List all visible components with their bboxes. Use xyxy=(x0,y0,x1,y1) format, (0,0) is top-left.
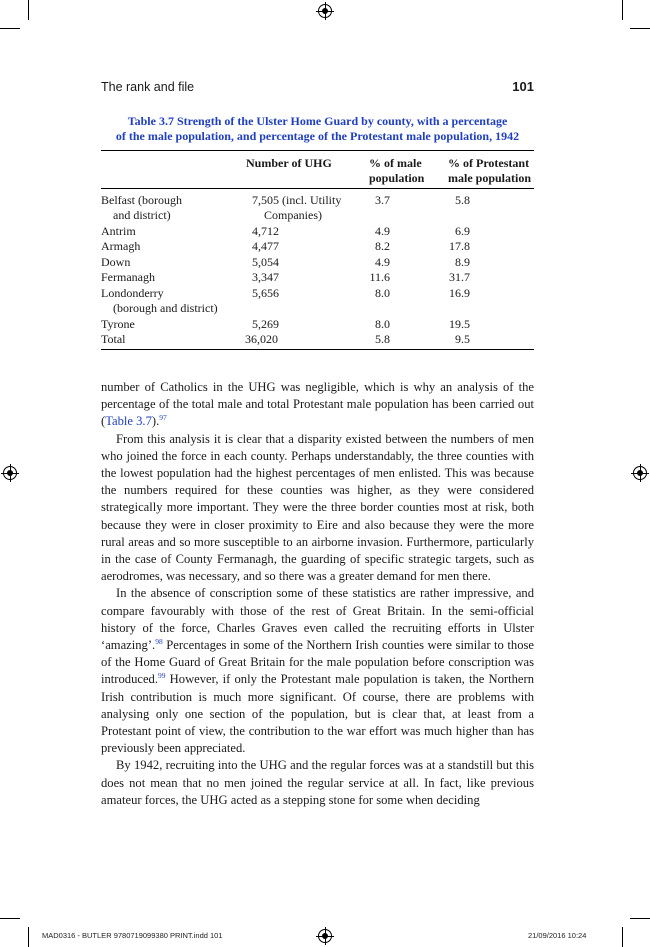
paragraph-1: number of Catholics in the UHG was negligible, which is why an analysis of the percentage of the total male and total Protestant male population has been carried out (Table 3.7).$^{97}$ xyxy=(101,380,534,429)
protestant-pct-cell: 19.5 xyxy=(449,317,470,331)
county-cell: Belfast (borough xyxy=(101,193,182,207)
uhg-cell: 4,477 xyxy=(252,239,279,253)
paragraph-4: By 1942, recruiting into the UHG and the regular forces was at a standstill but this does not mean that no men joined the regular service at all. In fact, like previous amateur forces, the UHG acted as a stepping stone for some when deciding xyxy=(101,758,534,807)
protestant-pct-cell: 5.8 xyxy=(455,193,470,207)
county-cell: Londonderry xyxy=(101,286,164,300)
male-pct-cell: 8.0 xyxy=(375,317,390,331)
county-cell: Fermanagh xyxy=(101,270,155,284)
header-protestant-line-1: % of Protestant xyxy=(448,156,530,170)
table-bottom-rule xyxy=(101,349,534,350)
header-male-line-2: population xyxy=(369,171,425,185)
male-pct-cell: 3.7 xyxy=(375,193,390,207)
registration-mark-bottom-icon xyxy=(318,929,332,943)
table-reference-link[interactable]: Table 3.7 xyxy=(105,414,152,429)
uhg-cell: 5,656 xyxy=(252,286,279,300)
header-male-line-1: % of male xyxy=(369,156,422,170)
table-header-rule xyxy=(101,188,534,189)
uhg-cell-cont: Companies) xyxy=(264,208,322,222)
male-pct-cell: 5.8 xyxy=(375,332,390,346)
paragraph-2: From this analysis it is clear that a disparity existed between the numbers of men who joined the force in each county. Perhaps understandably, the three counties with the lowest population had the highest percentages of men enlisted. This was because the numbers required for these counties was higher, as they were considered strategically more important. They were the three border counties most at risk, both because they were in closer proximity to Eire and also because they were the more rural areas and so more susceptible to an airborne invasion. Furthermore, particularly in the case of County Fermanagh, the guarding of specific strategic targets, such as aerodromes, was necessary, and so there was a greater demand for men there. xyxy=(101,431,534,584)
registration-mark-right-icon xyxy=(633,466,647,480)
county-cell-cont: (borough and district) xyxy=(113,301,218,315)
registration-mark-top-icon xyxy=(318,4,332,18)
protestant-pct-cell: 17.8 xyxy=(449,239,470,253)
paragraph-3: In the absence of conscription some of these statistics are rather impressive, and compare favourably with those of the rest of Great Britain. In the semi-official history of the force, Charles Graves even called the recruiting efforts in Ulster ‘amazing’.$^{98}$ Percentages in some of the Northern Irish counties were similar to those of the Home Guard of Great Britain for the male population before conscription was introduced.$^{99}$ However, if only the Protestant male population is taken, the Northern Irish contribution is much more significant. Of course, there are problems with analysing only one section of the population, but is clear that, at least from a Protestant point of view, the contribution to the war effort was much higher than has previously been appreciated. xyxy=(101,586,534,756)
crop-mark-bottom-right-h xyxy=(630,918,650,919)
protestant-pct-cell: 9.5 xyxy=(455,332,470,346)
male-pct-cell: 8.0 xyxy=(375,286,390,300)
header-number-uhg: Number of UHG xyxy=(246,156,332,170)
county-cell-cont: and district) xyxy=(113,208,171,222)
crop-mark-bottom-left xyxy=(28,927,29,947)
protestant-pct-cell: 6.9 xyxy=(455,224,470,238)
body-text xyxy=(101,379,534,809)
footnote-98-link[interactable]: 98 xyxy=(155,637,163,647)
footnote-99-link[interactable]: 99 xyxy=(158,671,166,681)
uhg-cell: 3,347 xyxy=(252,270,279,284)
protestant-pct-cell: 16.9 xyxy=(449,286,470,300)
print-slug-file: MAD0316 - BUTLER 9780719099380 PRINT.indd 101 xyxy=(42,931,223,940)
male-pct-cell: 11.6 xyxy=(369,270,390,284)
crop-mark-top-left xyxy=(28,0,29,20)
page-number: 101 xyxy=(512,79,534,94)
footnote-97-link[interactable]: 97 xyxy=(159,413,167,423)
running-head-title: The rank and file xyxy=(101,80,195,94)
protestant-pct-cell: 31.7 xyxy=(449,270,470,284)
uhg-cell: 7,505 (incl. Utility xyxy=(252,193,342,207)
male-pct-cell: 4.9 xyxy=(375,255,390,269)
male-pct-cell: 8.2 xyxy=(375,239,390,253)
uhg-cell: 36,020 xyxy=(245,332,278,346)
male-pct-cell: 4.9 xyxy=(375,224,390,238)
county-cell: Armagh xyxy=(101,239,141,253)
county-cell: Tyrone xyxy=(101,317,135,331)
county-cell: Down xyxy=(101,255,131,269)
uhg-cell: 4,712 xyxy=(252,224,279,238)
uhg-cell: 5,269 xyxy=(252,317,279,331)
county-cell: Antrim xyxy=(101,224,136,238)
table-caption xyxy=(101,114,534,144)
crop-mark-top-right xyxy=(622,0,623,20)
crop-mark-top-right-h xyxy=(630,28,650,29)
protestant-pct-cell: 8.9 xyxy=(455,255,470,269)
crop-mark-top-left-h xyxy=(0,28,20,29)
uhg-cell: 5,054 xyxy=(252,255,279,269)
table-top-rule xyxy=(101,150,534,151)
crop-mark-bottom-left-h xyxy=(0,918,20,919)
table-caption-line-1: Table 3.7 Strength of the Ulster Home Guard by county, with a percentage xyxy=(127,114,508,128)
table-caption-line-2: of the male population, and percentage of the Protestant male population, 1942 xyxy=(115,129,520,143)
county-cell: Total xyxy=(101,332,126,346)
crop-mark-bottom-right xyxy=(622,927,623,947)
registration-mark-left-icon xyxy=(3,466,17,480)
print-slug-date: 21/09/2016 10:24 xyxy=(528,931,587,940)
header-protestant-line-2: male population xyxy=(448,171,532,185)
